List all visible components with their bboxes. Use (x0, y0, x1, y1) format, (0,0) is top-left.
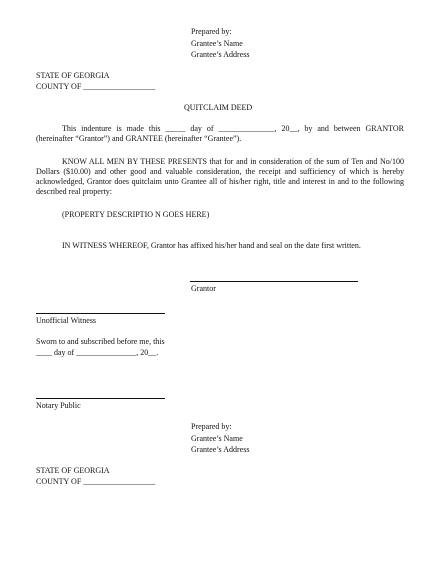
grantor-signature-line (190, 281, 358, 282)
grantee-address: Grantee’s Address (191, 50, 250, 59)
footer-grantee-address: Grantee’s Address (191, 445, 250, 454)
footer-prepared-by-label: Prepared by: (191, 422, 232, 431)
footer-state-label: STATE OF GEORGIA (36, 466, 110, 475)
grantee-name: Grantee’s Name (191, 39, 243, 48)
notary-public-label: Notary Public (36, 401, 81, 410)
footer-grantee-name: Grantee’s Name (191, 434, 243, 443)
footer-county-label: COUNTY OF __________________ (36, 477, 156, 486)
unofficial-witness-label: Unofficial Witness (36, 316, 97, 325)
property-description: (PROPERTY DESCRIPTIO N GOES HERE) (62, 210, 210, 219)
witness-signature-line (36, 313, 165, 314)
county-label: COUNTY OF __________________ (36, 82, 156, 91)
sworn-line-1: Sworn to and subscribed before me, this (36, 337, 165, 346)
document-title: QUITCLAIM DEED (184, 103, 253, 112)
indenture-paragraph: This indenture is made this _____ day of ______________, 20__, by and between GRANTOR (hereinafter “Grantor”) and GRANTEE (hereinafter “Grantee”). (36, 124, 404, 143)
consideration-paragraph: KNOW ALL MEN BY THESE PRESENTS that for and in consideration of the sum of Ten and No/100 Dollars ($10.00) and other good and valuable consideration, the receipt and sufficiency of which is hereby acknowledged, Grantor does quitclaim unto Grantee all of his/her right, title and interest in and to the following described real property: (36, 157, 404, 196)
state-label: STATE OF GEORGIA (36, 71, 110, 80)
sworn-line-2: ____ day of _______________, 20__. (36, 348, 159, 357)
prepared-by-label: Prepared by: (191, 27, 232, 36)
grantor-label: Grantor (191, 284, 216, 293)
witness-paragraph: IN WITNESS WHEREOF, Grantor has affixed his/her hand and seal on the date first written. (62, 241, 361, 250)
notary-signature-line (36, 398, 165, 399)
